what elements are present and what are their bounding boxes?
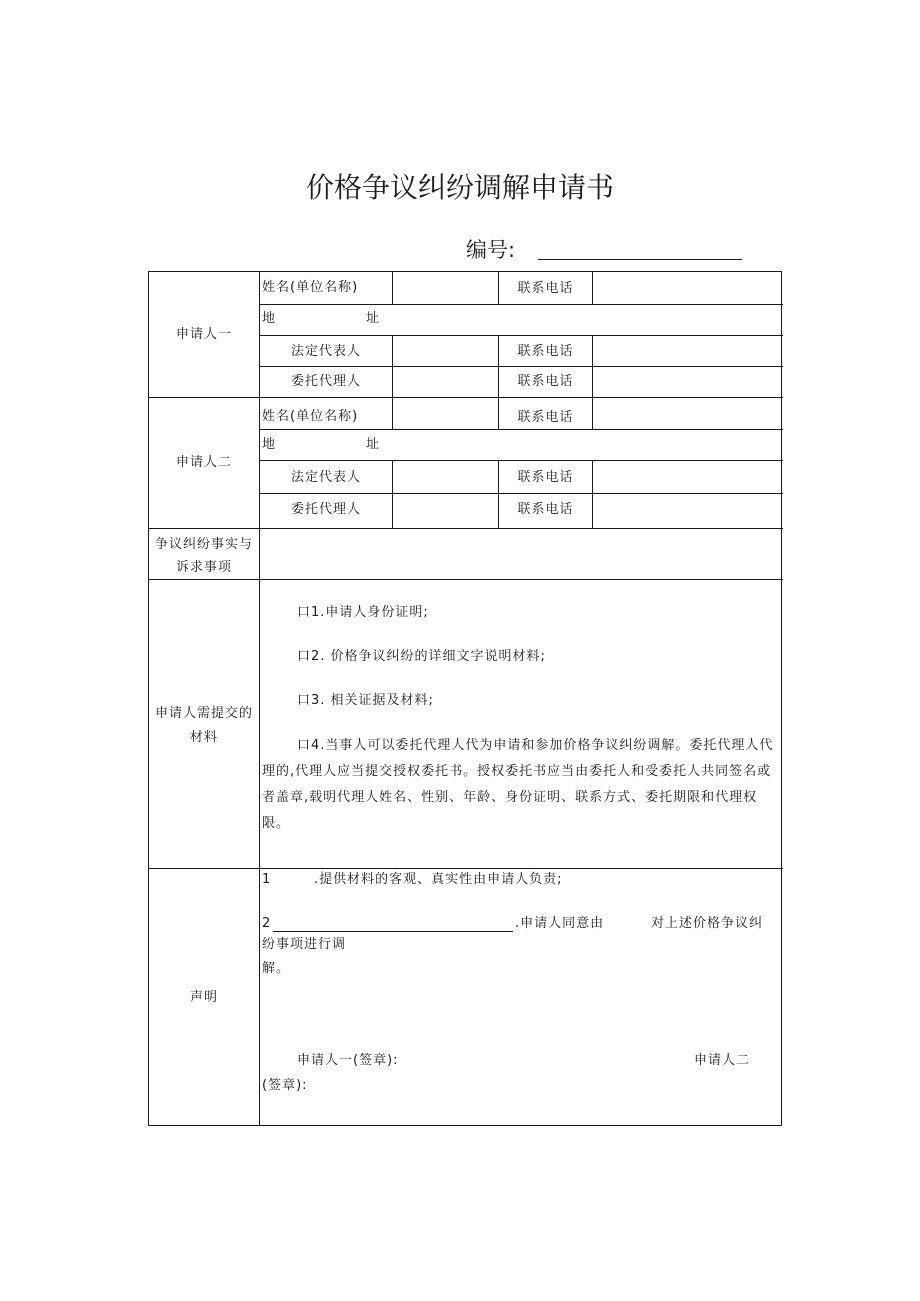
applicant1-signature-field[interactable] — [429, 1047, 629, 1073]
applicant1-name-label: 姓名(单位名称) — [262, 280, 359, 295]
applicant2-phone-field[interactable] — [593, 398, 781, 428]
applicant1-name-field[interactable] — [393, 273, 497, 303]
applicant2-legal-rep-phone-label: 联系电话 — [517, 470, 574, 485]
declaration-item2-text-b: 对上述价格争议纠 — [651, 916, 764, 931]
applicant2-name-label: 姓名(单位名称) — [262, 409, 359, 424]
serial-number-field[interactable] — [538, 259, 742, 260]
applicant1-agent-label: 委托代理人 — [290, 374, 361, 389]
applicant1-agent-phone-field[interactable] — [593, 367, 781, 396]
mediator-blank[interactable] — [273, 931, 513, 932]
facts-label-line2: 诉求事项 — [175, 560, 232, 575]
declaration-item2-text-d: 解。 — [262, 961, 291, 976]
applicant2-name-field[interactable] — [393, 398, 497, 428]
applicant2-signature-label-2: (签章): — [262, 1078, 308, 1093]
applicant1-phone-field[interactable] — [593, 273, 781, 303]
application-form-table — [148, 271, 782, 1126]
declaration-item2-text-a: .申请人同意由 — [515, 916, 605, 931]
declaration-item1-text: .提供材料的客观、真实性由申请人负责; — [314, 872, 563, 887]
facts-field[interactable] — [260, 529, 781, 578]
applicant1-label: 申请人一 — [175, 327, 232, 342]
applicant1-legal-rep-phone-field[interactable] — [593, 336, 781, 365]
applicant2-address-label-2: 址 — [366, 437, 381, 452]
materials-label-line2: 材料 — [189, 730, 218, 745]
applicant1-address-label: 地 — [262, 311, 277, 326]
applicant1-signature-label: 申请人一(签章): — [297, 1053, 399, 1068]
applicant2-agent-phone-label: 联系电话 — [517, 502, 574, 517]
applicant2-agent-field[interactable] — [393, 494, 497, 527]
applicant1-address-label-2: 址 — [366, 311, 381, 326]
col-divider-label — [259, 272, 260, 1126]
applicant2-label: 申请人二 — [175, 455, 232, 470]
section-divider — [149, 868, 783, 869]
applicant2-legal-rep-label: 法定代表人 — [290, 470, 361, 485]
applicant2-agent-phone-field[interactable] — [593, 494, 781, 527]
applicant2-legal-rep-phone-field[interactable] — [593, 461, 781, 492]
applicant2-address-field[interactable] — [393, 430, 781, 459]
serial-number-label: 编号: — [466, 238, 516, 262]
declaration-item2-text-c: 纷事项进行调 — [262, 937, 347, 952]
declaration-item2-number: 2 — [262, 916, 272, 931]
applicant1-agent-phone-label: 联系电话 — [517, 374, 574, 389]
materials-label-line1: 申请人需提交的 — [154, 706, 253, 721]
form-title: 价格争议纠纷调解申请书 — [305, 171, 614, 204]
applicant2-signature-label: 申请人二 — [694, 1053, 751, 1068]
materials-item-2[interactable]: 口2. 价格争议纠纷的详细文字说明材料; — [297, 649, 546, 664]
applicant1-legal-rep-label: 法定代表人 — [290, 344, 361, 359]
declaration-item1-number: 1 — [262, 872, 272, 887]
section-divider — [149, 579, 783, 580]
applicant1-phone-label: 联系电话 — [517, 281, 574, 296]
facts-label-line1: 争议纠纷事实与 — [154, 537, 253, 552]
applicant1-legal-rep-field[interactable] — [393, 336, 497, 365]
materials-item-1[interactable]: 口1.申请人身份证明; — [297, 605, 429, 620]
applicant2-legal-rep-field[interactable] — [393, 461, 497, 492]
applicant1-address-field[interactable] — [393, 305, 781, 334]
declaration-label: 声明 — [189, 990, 218, 1005]
applicant2-signature-field[interactable] — [334, 1074, 584, 1100]
applicant1-agent-field[interactable] — [393, 367, 497, 396]
materials-item-4[interactable]: 口4.当事人可以委托代理人代为申请和参加价格争议纠纷调解。委托代理人代理的,代理人应当提交授权委托书。授权委托书应当由委托人和受委托人共同签名或者盖章,载明代理人姓名、性别、年龄、身份证明、联系方式、委托期限和代理权限。 — [262, 738, 774, 831]
applicant2-agent-label: 委托代理人 — [290, 502, 361, 517]
applicant1-legal-rep-phone-label: 联系电话 — [517, 344, 574, 359]
applicant2-address-label: 地 — [262, 437, 277, 452]
materials-item-3[interactable]: 口3. 相关证据及材料; — [297, 693, 434, 708]
applicant2-phone-label: 联系电话 — [517, 410, 574, 425]
